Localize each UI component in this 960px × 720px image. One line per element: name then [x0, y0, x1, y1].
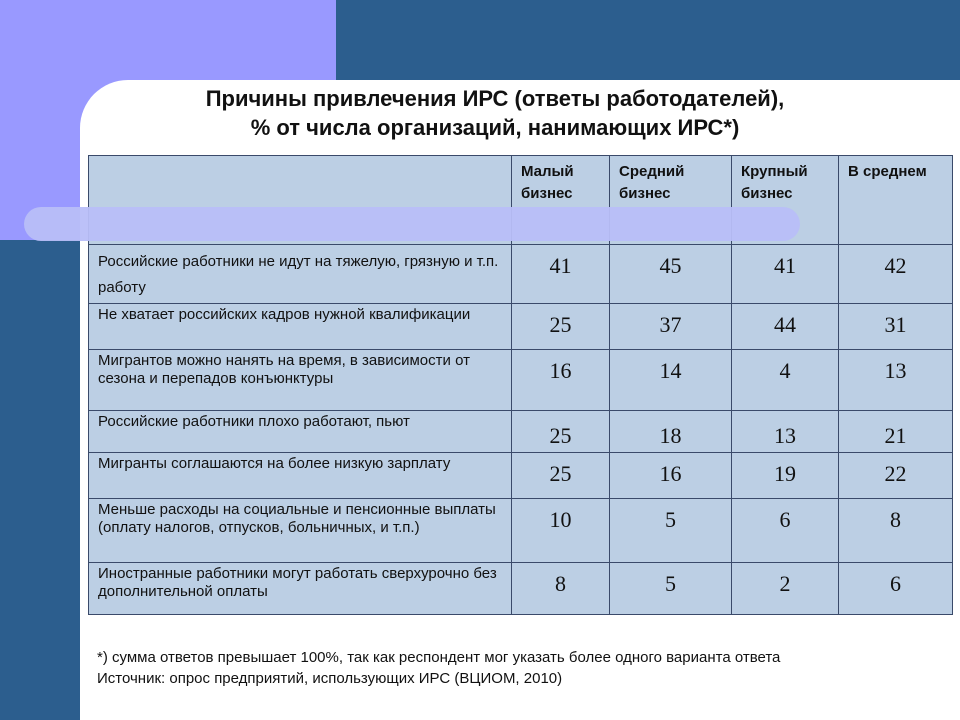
value-cell: 31: [839, 304, 953, 350]
value-cell: 14: [610, 350, 732, 411]
row-label: Не хватает российских кадров нужной квалификации: [89, 304, 512, 350]
value-cell: 37: [610, 304, 732, 350]
header-small-business: Малый бизнес: [512, 156, 610, 245]
table-row: [89, 411, 953, 453]
presentation-icon: [770, 663, 796, 689]
decorative-bar: [24, 207, 800, 241]
value-cell: 13: [732, 411, 839, 453]
value-cell: 25: [512, 453, 610, 499]
header-medium-business: Средний бизнес: [610, 156, 732, 245]
value-cell: 6: [732, 499, 839, 563]
watermark: [770, 660, 930, 692]
value-cell: 21: [839, 411, 953, 453]
header-average: В среднем: [839, 156, 953, 245]
table-row: [89, 499, 953, 563]
footnote-line-1: *) сумма ответов превышает 100%, так как респондент мог указать более одного варианта ответа: [97, 649, 781, 666]
value-cell: 16: [512, 350, 610, 411]
value-cell: 10: [512, 499, 610, 563]
value-cell: 41: [512, 245, 610, 304]
value-cell: 41: [732, 245, 839, 304]
row-label: Мигрантов можно нанять на время, в зависимости от сезона и перепадов конъюнктуры: [89, 350, 512, 411]
value-cell: 8: [839, 499, 953, 563]
value-cell: 22: [839, 453, 953, 499]
value-cell: 18: [610, 411, 732, 453]
value-cell: 6: [839, 563, 953, 615]
title-line-2: % от числа организаций, нанимающих ИРС*): [250, 115, 740, 140]
table-row: [89, 304, 953, 350]
value-cell: 4: [732, 350, 839, 411]
value-cell: 2: [732, 563, 839, 615]
value-cell: 25: [512, 304, 610, 350]
table-row: [89, 563, 953, 615]
slide-title: [90, 84, 900, 142]
value-cell: 5: [610, 499, 732, 563]
value-cell: 44: [732, 304, 839, 350]
value-cell: 25: [512, 411, 610, 453]
watermark-text: MyShared: [802, 660, 930, 691]
table-row: [89, 350, 953, 411]
value-cell: 5: [610, 563, 732, 615]
row-label: Российские работники плохо работают, пьют: [89, 411, 512, 453]
value-cell: 42: [839, 245, 953, 304]
value-cell: 45: [610, 245, 732, 304]
value-cell: 8: [512, 563, 610, 615]
value-cell: 16: [610, 453, 732, 499]
value-cell: 13: [839, 350, 953, 411]
table-row: [89, 245, 953, 304]
row-label: Иностранные работники могут работать сверхурочно без дополнительной оплаты: [89, 563, 512, 615]
row-label: Российские работники не идут на тяжелую, грязную и т.п. работу: [89, 245, 512, 304]
value-cell: 19: [732, 453, 839, 499]
source-line: Источник: опрос предприятий, использующих ИРС (ВЦИОМ, 2010): [97, 670, 563, 687]
table-row: [89, 453, 953, 499]
row-label: Мигранты соглашаются на более низкую зарплату: [89, 453, 512, 499]
title-line-1: Причины привлечения ИРС (ответы работодателей),: [205, 86, 785, 111]
header-large-business: Крупный бизнес: [732, 156, 839, 245]
row-label: Меньше расходы на социальные и пенсионные выплаты (оплату налогов, отпусков, больничных, и т.п.): [89, 499, 512, 563]
